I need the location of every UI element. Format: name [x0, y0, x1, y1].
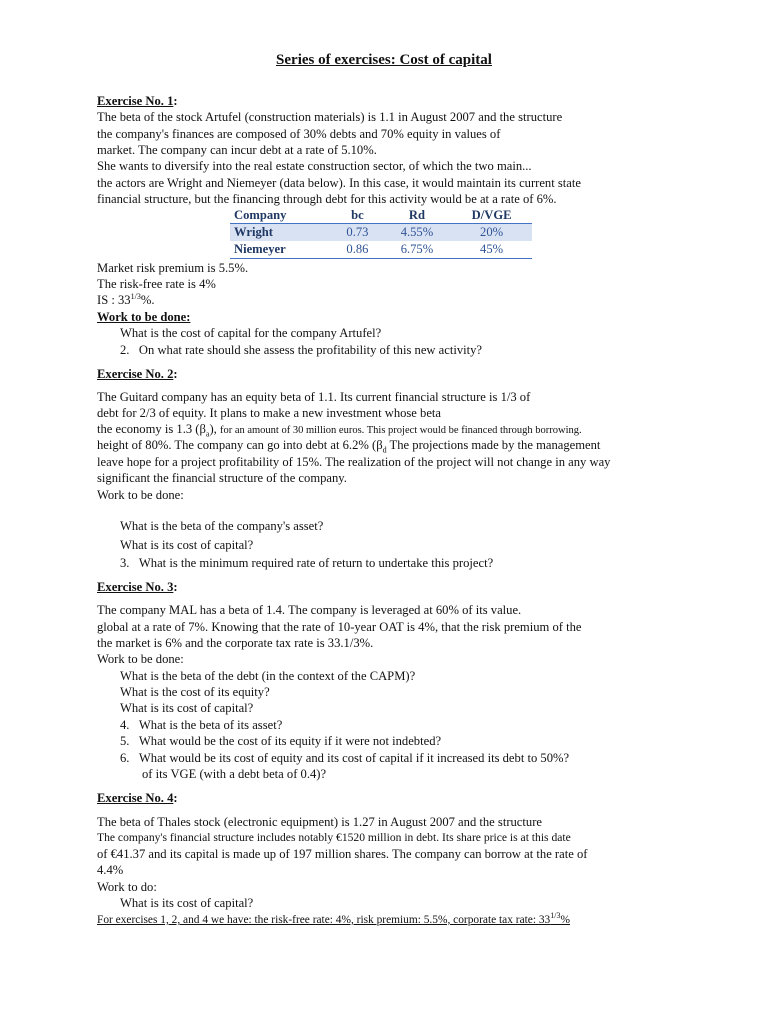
heading-colon: :	[173, 580, 178, 594]
exercise-2-heading-line	[97, 366, 178, 382]
ex3-work-heading: Work to be done:	[97, 652, 184, 666]
table-cell: 20%	[451, 224, 532, 242]
ex3-question-5: What would be the cost of its equity if it were not indebted?	[138, 734, 442, 748]
ex3-question-4: What is the beta of its asset?	[138, 718, 283, 732]
question-number: 2.	[120, 343, 130, 357]
ex1-tax-line	[97, 292, 154, 308]
heading-colon: :	[173, 791, 178, 805]
ex1-line-2: the company's finances are composed of 30% debts and 70% equity in values of	[97, 127, 501, 141]
subscript: a	[205, 429, 210, 439]
ex1-after-2: The risk-free rate is 4%	[97, 277, 216, 291]
ex3-question-2: What is the cost of its equity?	[120, 685, 270, 699]
exercise-4-heading-line	[97, 790, 178, 806]
question-number: 5.	[120, 734, 130, 748]
table-header: Company	[230, 207, 332, 224]
ex1-question-2: On what rate should she assess the profitability of this new activity?	[138, 343, 483, 357]
ex2-line-6: significant the financial structure of the company.	[97, 471, 347, 485]
ex1-line-4: She wants to diversify into the real estate construction sector, of which the two main...	[97, 159, 532, 173]
ex2-line-4	[97, 437, 600, 453]
exercise-4-heading: Exercise No. 4	[97, 791, 174, 805]
ex1-line-1: The beta of the stock Artufel (construction materials) is 1.1 in August 2007 and the structure	[97, 110, 563, 124]
ex1-line-5: the actors are Wright and Niemeyer (data below). In this case, it would maintain its current state	[97, 176, 581, 190]
table-header-row	[230, 207, 532, 224]
small-note: for an amount of 30 million euros. This project would be financed through borrowing.	[219, 425, 582, 436]
tax-suffix: %.	[140, 293, 155, 307]
subscript: d	[382, 445, 387, 455]
ex3-question-6-continued: of its VGE (with a debt beta of 0.4)?	[142, 767, 327, 781]
text-run: ),	[209, 422, 217, 436]
ex1-question-1: What is the cost of capital for the company Artufel?	[120, 326, 382, 340]
table-header: D/VGE	[451, 207, 532, 224]
tax-prefix: IS : 33	[97, 293, 131, 307]
question-number: 3.	[120, 556, 130, 570]
table-cell: 6.75%	[383, 241, 451, 259]
exercise-3-heading-line	[97, 579, 178, 595]
ex4-line-4: 4.4%	[97, 863, 124, 877]
ex1-question-2-line	[120, 342, 482, 358]
ex4-line-1: The beta of Thales stock (electronic equipment) is 1.27 in August 2007 and the structure	[97, 815, 542, 829]
table-row	[230, 241, 532, 259]
ex1-line-3: market. The company can incur debt at a rate of 5.10%.	[97, 143, 377, 157]
ex4-line-2: The company's financial structure includes notably €1520 million in debt. Its share price is at this date	[97, 831, 571, 844]
text-run: height of 80%. The company can go into debt at 6.2% (β	[97, 438, 383, 452]
exercise-1-heading: Exercise No. 1	[97, 94, 174, 108]
exercise-1-heading-line	[97, 93, 178, 109]
ex3-line-1: The company MAL has a beta of 1.4. The company is leveraged at 60% of its value.	[97, 603, 522, 617]
table-cell: 0.73	[332, 224, 383, 242]
ex3-line-3: the market is 6% and the corporate tax rate is 33.1/3%.	[97, 636, 374, 650]
page-title: Series of exercises: Cost of capital	[276, 52, 492, 68]
ex2-question-3-line	[120, 555, 493, 571]
footnote-common-rates	[97, 912, 570, 928]
ex3-question-6: What would be its cost of equity and its cost of capital if it increased its debt to 50%?	[138, 751, 570, 765]
note-text: For exercises 1, 2, and 4 we have: the risk-free rate: 4%, risk premium: 5.5%, corporate tax rate: 33	[97, 914, 551, 926]
ex2-line-5: leave hope for a project profitability of 15%. The realization of the project will not change in any way	[97, 455, 611, 469]
table-cell: Niemeyer	[230, 241, 332, 259]
question-number: 6.	[120, 751, 130, 765]
exercise-3-heading: Exercise No. 3	[97, 580, 174, 594]
text-run: the economy is 1.3 (β	[97, 422, 206, 436]
table-cell: 0.86	[332, 241, 383, 259]
table-cell: 45%	[451, 241, 532, 259]
ex3-question-6-line	[120, 750, 569, 766]
ex4-question-1: What is its cost of capital?	[120, 896, 254, 910]
table-header: bc	[332, 207, 383, 224]
text-run: The projections made by the management	[386, 438, 601, 452]
ex2-line-2: debt for 2/3 of equity. It plans to make a new investment whose beta	[97, 406, 442, 420]
company-data-table	[230, 207, 532, 259]
ex2-question-2: What is its cost of capital?	[120, 538, 254, 552]
ex3-line-2: global at a rate of 7%. Knowing that the rate of 10-year OAT is 4%, that the risk premium of the	[97, 620, 582, 634]
heading-colon: :	[173, 94, 178, 108]
ex2-question-1: What is the beta of the company's asset?	[120, 519, 324, 533]
note-fraction: 1/3	[550, 911, 561, 921]
heading-colon: :	[173, 367, 178, 381]
table-cell: 4.55%	[383, 224, 451, 242]
ex4-line-3: of €41.37 and its capital is made up of 197 million shares. The company can borrow at the rate of	[97, 847, 588, 861]
table-cell: Wright	[230, 224, 332, 242]
note-suffix: %	[560, 914, 570, 926]
table-header: Rd	[383, 207, 451, 224]
ex3-question-3: What is its cost of capital?	[120, 701, 254, 715]
exercise-2-heading: Exercise No. 2	[97, 367, 174, 381]
ex2-question-3: What is the minimum required rate of return to undertake this project?	[138, 556, 494, 570]
ex2-work-heading: Work to be done:	[97, 488, 184, 502]
ex4-work-heading: Work to do:	[97, 880, 157, 894]
ex1-after-1: Market risk premium is 5.5%.	[97, 261, 249, 275]
ex3-question-1: What is the beta of the debt (in the context of the CAPM)?	[120, 669, 416, 683]
tax-fraction: 1/3	[130, 291, 141, 301]
table-row	[230, 224, 532, 242]
ex1-line-6: financial structure, but the financing through debt for this activity would be at a rate of 6%.	[97, 192, 557, 206]
ex2-line-1: The Guitard company has an equity beta of 1.1. Its current financial structure is 1/3 of	[97, 390, 531, 404]
ex3-question-5-line	[120, 733, 441, 749]
ex3-question-4-line	[120, 717, 282, 733]
ex1-work-heading: Work to be done:	[97, 310, 191, 324]
question-number: 4.	[120, 718, 130, 732]
